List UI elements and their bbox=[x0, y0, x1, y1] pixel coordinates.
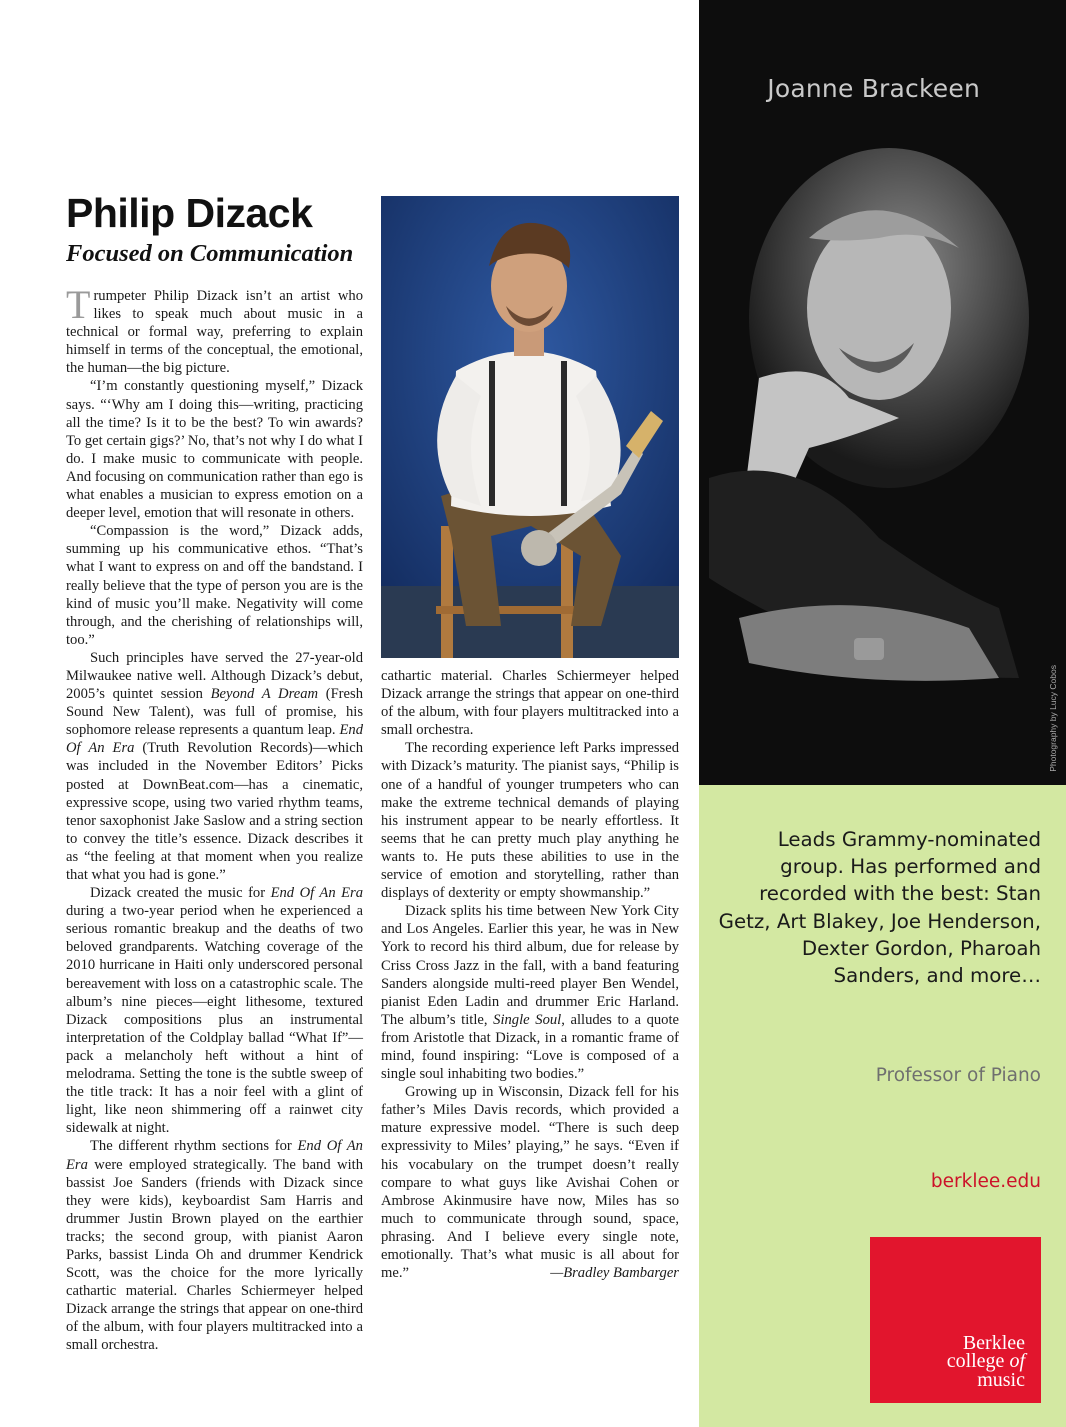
paragraph-1: Trumpeter Philip Dizack isn’t an artist who likes to speak much about music in a technical or formal way, preferring to explain himself in terms of the conceptual, the emotional, the human—the big picture. bbox=[66, 282, 363, 377]
article-headline: Philip Dizack bbox=[66, 190, 313, 236]
ad-description: Leads Grammy-nominated group. Has performed and recorded with the best: Stan Getz, Art Blakey, Joe Henderson, Dexter Gordon, Pharoah Sanders, and more… bbox=[718, 828, 1041, 988]
paragraph-2: “I’m constantly questioning myself,” Dizack says. “‘Why am I doing this—writing, practicing all the time? Is it to be the best? To win awards? To get certain gigs?’ No, that’s not why I do what I do. I make music to communicate with people. And focusing on communication rather than ego is what enables a musician to express emotion on a deeper level, emotion that will resonate in others. bbox=[66, 378, 363, 522]
berklee-link[interactable]: berklee.edu bbox=[930, 1171, 1041, 1192]
ad-dark-panel bbox=[699, 0, 1066, 785]
berklee-logo bbox=[870, 1237, 1041, 1403]
article-column-1 bbox=[66, 282, 364, 1355]
paragraph-6-continued: cathartic material. Charles Schiermeyer helped Dizack arrange the strings that appear on one-third of the album, with four players multitracked into a small orchestra. bbox=[381, 668, 679, 739]
philip-dizack-photo bbox=[381, 196, 679, 658]
logo-wordmark: Berklee college of music bbox=[946, 1331, 1025, 1391]
paragraph-9: Growing up in Wisconsin, Dizack fell for his father’s Miles Davis records, which provided a mature expressive model. “There is such deep expressivity to Miles’ playing,” he says. “Even if his vocabulary on the trumpet doesn’t really compare to what guys like Avishai Cohen or Ambrose Akinmusire have now, Miles has so much to communicate through sound, space, phrasing. And I believe every single note, emotionally. That’s what music is all about for me.” —Bradley Bambarger bbox=[381, 1084, 679, 1282]
paragraph-8: Dizack splits his time between New York City and Los Angeles. Earlier this year, he was in New York to record his third album, due for release by Criss Cross Jazz in the fall, with a band featuring Sanders alongside multi-reed player Ben Wendel, pianist Eden Ladin and drummer Eric Harland. The album’s title, Single Soul, alludes to a quote from Aristotle that Dizack, in a romantic frame of mind, found inspiring: “Love is composed of a single soul inhabiting two bodies.” bbox=[381, 903, 679, 1083]
byline: —Bradley Bambarger bbox=[550, 1265, 679, 1282]
paragraph-3: “Compassion is the word,” Dizack adds, summing up his communicative ethos. “That’s what I want to express on and off the bandstand. I really believe that the type of person you are is the kind of music you’ll make. Negativity will come through, and the cherishing of relationships will, too.” bbox=[66, 523, 363, 648]
drop-cap: T bbox=[66, 282, 91, 327]
paragraph-4: Such principles have served the 27-year-old Milwaukee native well. Although Dizack’s debut, 2005’s quintet session Beyond A Dream (Fresh Sound New Talent), was full of promise, his sophomore release represents a quantum leap. End Of An Era (Truth Revolution Records)—which was included in the November Editors’ Picks posted at DownBeat.com—has a cinematic, expressive scope, using two varied rhythm teams, tenor saxophonist Jake Saslow and a string section to convey the title’s essence. Dizack describes it as “the feeling at that moment when you realize that what you had is gone.” bbox=[66, 649, 364, 883]
joanne-brackeen-portrait bbox=[699, 118, 1066, 785]
paragraph-5: Dizack created the music for End Of An Era during a two-year period when he experienced a serious romantic breakup and the deaths of two beloved grandparents. Watching coverage of the 2010 hurricane in Haiti only underscored personal bereavement with loss on a catastrophic scale. The album’s nine pieces—eight lithesome, textured Dizack compositions plus an instrumental interpretation of the Coldplay ballad “What If”—pack a melancholy heft without a hint of melodrama. Setting the tone is the subtle sweep of the title track: It has a noir feel with a glint of light, like neon shimmering off a rainwet city sidewalk at night. bbox=[66, 885, 363, 1137]
ad-artist-name: Joanne Brackeen bbox=[767, 74, 980, 103]
photo-credit: Photography by Lucy Cobos bbox=[1048, 665, 1058, 772]
article-column-2 bbox=[381, 667, 679, 1282]
paragraph-7: The recording experience left Parks impressed with Dizack’s maturity. The pianist says, “Philip is one of a handful of younger trumpeters who can make the extreme technical demands of playing his instrument appear to be nearly effortless. It seems that he can pretty much play anything he wants to. He puts these abilities to use in the service of emotion and storytelling, rather than displays of dexterity or empty showmanship.” bbox=[381, 740, 679, 902]
article-deck: Focused on Communication bbox=[66, 240, 354, 267]
ad-role: Professor of Piano bbox=[875, 1065, 1041, 1086]
paragraph-6: The different rhythm sections for End Of An Era were employed strategically. The band with bassist Joe Sanders (friends with Dizack since they were kids), keyboardist Sam Harris and drummer Justin Brown played on the earthier tracks; the second group, with pianist Aaron Parks, bassist Linda Oh and drummer Kendrick Scott, was the choice for the more lyrically cathartic material. Charles Schiermeyer helped Dizack arrange the strings that appear on one-third of the album, with four players multitracked into a small orchestra. bbox=[66, 1138, 363, 1354]
trumpeter-illustration bbox=[381, 196, 679, 658]
